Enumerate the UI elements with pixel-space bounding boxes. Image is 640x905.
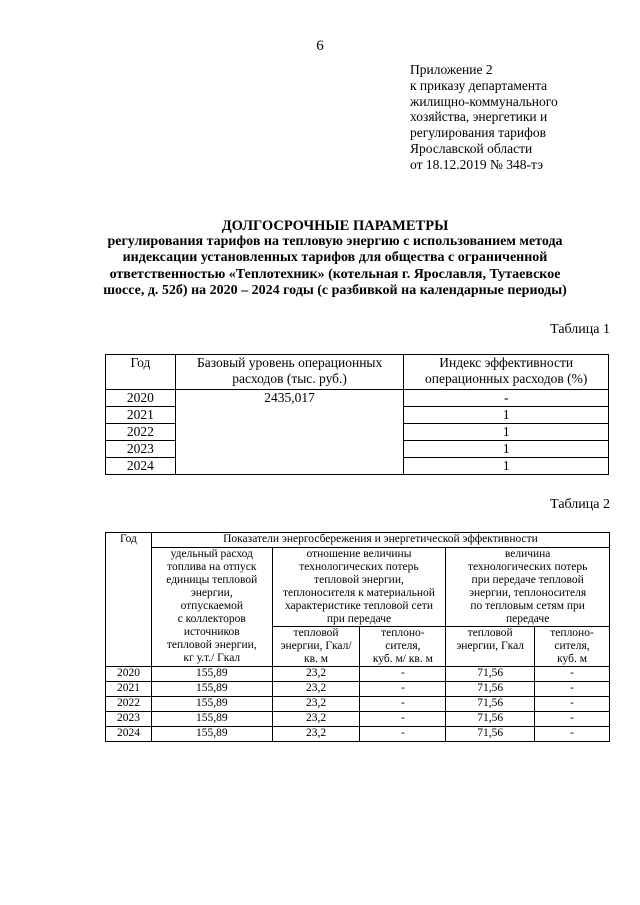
table1-label: Таблица 1	[550, 322, 610, 337]
table-row	[106, 697, 610, 712]
loss-heat-cell: 23,2	[272, 712, 360, 727]
header-text: по тепловым сетям при	[470, 600, 585, 612]
table2-sub-heat-value	[446, 627, 535, 667]
appendix-line: хозяйства, энергетики и	[410, 109, 548, 125]
fuel-cell: 155,89	[151, 727, 272, 742]
table2-header-loss-value	[446, 548, 610, 627]
header-text: Базовый уровень операционных	[196, 355, 383, 370]
header-text: теплоно-	[381, 627, 425, 639]
header-text: тепловой энергии,	[166, 639, 257, 651]
value-carrier-cell: -	[535, 727, 610, 742]
header-text: источников	[183, 626, 240, 638]
fuel-cell: 155,89	[151, 697, 272, 712]
loss-heat-cell: 23,2	[272, 667, 360, 682]
fuel-cell: 155,89	[151, 667, 272, 682]
header-text: тепловой энергии,	[314, 574, 404, 586]
header-text: теплоносителя к материальной	[282, 587, 435, 599]
year-cell: 2021	[106, 407, 176, 424]
header-text: передаче	[505, 613, 550, 625]
value-heat-cell: 71,56	[446, 667, 535, 682]
document-title	[40, 218, 630, 299]
header-text: сителя,	[554, 640, 590, 652]
header-text: кг у.т./ Гкал	[183, 652, 241, 664]
loss-carrier-cell: -	[360, 682, 446, 697]
year-cell: 2020	[106, 390, 176, 407]
loss-carrier-cell: -	[360, 697, 446, 712]
fuel-cell: 155,89	[151, 712, 272, 727]
index-cell: 1	[404, 407, 609, 424]
header-text: теплоно-	[550, 627, 594, 639]
year-cell: 2024	[106, 458, 176, 475]
table1-header-index	[404, 355, 609, 390]
table1-header-base	[175, 355, 404, 390]
table-row	[106, 682, 610, 697]
value-carrier-cell: -	[535, 682, 610, 697]
index-cell: 1	[404, 424, 609, 441]
loss-carrier-cell: -	[360, 667, 446, 682]
page-number: 6	[316, 38, 324, 54]
header-text: сителя,	[385, 640, 421, 652]
header-text: технологических потерь	[467, 561, 588, 573]
header-text: энергии,	[190, 587, 233, 599]
table-row	[106, 727, 610, 742]
table-row	[106, 667, 610, 682]
year-cell: 2023	[106, 712, 152, 727]
index-cell: -	[404, 390, 609, 407]
fuel-cell: 155,89	[151, 682, 272, 697]
header-text: кв. м	[304, 653, 329, 665]
header-text: отпускаемой	[180, 600, 243, 612]
header-text: удельный расход	[170, 548, 253, 560]
header-text: технологических потерь	[299, 561, 419, 573]
year-cell: 2022	[106, 424, 176, 441]
table1-header-year: Год	[106, 355, 176, 390]
table2-sub-carrier	[360, 627, 446, 667]
table2-header-group: Показатели энергосбережения и энергетической эффективности	[151, 533, 609, 548]
header-text: операционных расходов (%)	[425, 370, 588, 386]
table2-header-year: Год	[106, 533, 152, 667]
header-text: тепловой	[467, 627, 513, 639]
value-carrier-cell: -	[535, 667, 610, 682]
loss-heat-cell: 23,2	[272, 682, 360, 697]
title-line: регулирования тарифов на тепловую энергию с использованием метода	[107, 234, 563, 250]
value-heat-cell: 71,56	[446, 682, 535, 697]
header-text: тепловой	[293, 627, 339, 639]
loss-carrier-cell: -	[360, 727, 446, 742]
appendix-line: регулирования тарифов	[410, 125, 547, 141]
header-text: с коллекторов	[177, 613, 246, 625]
header-text: энергии, Гкал/	[280, 640, 352, 652]
table-row	[106, 712, 610, 727]
table1	[105, 354, 609, 475]
title-main: ДОЛГОСРОЧНЫЕ ПАРАМЕТРЫ	[221, 218, 449, 234]
header-text: отношение величины	[306, 548, 412, 560]
header-text: куб. м/ кв. м	[372, 653, 433, 665]
header-text: куб. м	[557, 653, 587, 665]
table2-header-row	[106, 533, 610, 548]
appendix-line: Приложение 2	[410, 62, 493, 77]
value-carrier-cell: -	[535, 697, 610, 712]
table2	[105, 532, 610, 742]
year-cell: 2023	[106, 441, 176, 458]
header-text: при передаче тепловой	[471, 574, 584, 586]
table-row	[106, 390, 609, 407]
year-cell: 2021	[106, 682, 152, 697]
year-cell: 2022	[106, 697, 152, 712]
title-line: ответственностью «Теплотехник» (котельная г. Ярославля, Тутаевское	[109, 266, 561, 282]
header-text: при передаче	[326, 613, 392, 625]
value-carrier-cell: -	[535, 712, 610, 727]
value-heat-cell: 71,56	[446, 712, 535, 727]
table2-header-fuel	[151, 548, 272, 667]
header-text: единицы тепловой	[166, 574, 258, 586]
appendix-block	[410, 62, 620, 173]
value-heat-cell: 71,56	[446, 727, 535, 742]
header-text: расходов (тыс. руб.)	[232, 370, 347, 386]
table2-label: Таблица 2	[550, 497, 610, 512]
table2-header-loss-ratio	[272, 548, 446, 627]
table1-header-row	[106, 355, 609, 390]
table2-sub-heat	[272, 627, 360, 667]
year-cell: 2024	[106, 727, 152, 742]
header-text: энергии, Гкал	[456, 640, 525, 652]
title-line: индексации установленных тарифов для общества с ограниченной	[122, 250, 548, 266]
loss-heat-cell: 23,2	[272, 727, 360, 742]
table2-header-row	[106, 548, 610, 627]
appendix-line: жилищно-коммунального	[410, 93, 558, 109]
base-value-cell: 2435,017	[175, 390, 404, 475]
header-text: величина	[504, 548, 551, 560]
title-line: шоссе, д. 52б) на 2020 – 2024 годы (с разбивкой на календарные периоды)	[103, 282, 567, 298]
year-cell: 2020	[106, 667, 152, 682]
appendix-line: Ярославской области	[410, 140, 533, 156]
table2-sub-carrier-value	[535, 627, 610, 667]
index-cell: 1	[404, 441, 609, 458]
loss-carrier-cell: -	[360, 712, 446, 727]
header-text: характеристике тепловой сети	[284, 600, 433, 612]
loss-heat-cell: 23,2	[272, 697, 360, 712]
header-text: Индекс эффективности	[439, 355, 574, 370]
header-text: топлива на отпуск	[167, 561, 257, 573]
appendix-line: к приказу департамента	[410, 77, 548, 93]
index-cell: 1	[404, 458, 609, 475]
value-heat-cell: 71,56	[446, 697, 535, 712]
header-text: энергии, теплоносителя	[469, 587, 587, 599]
appendix-line: от 18.12.2019 № 348-тэ	[410, 156, 544, 172]
